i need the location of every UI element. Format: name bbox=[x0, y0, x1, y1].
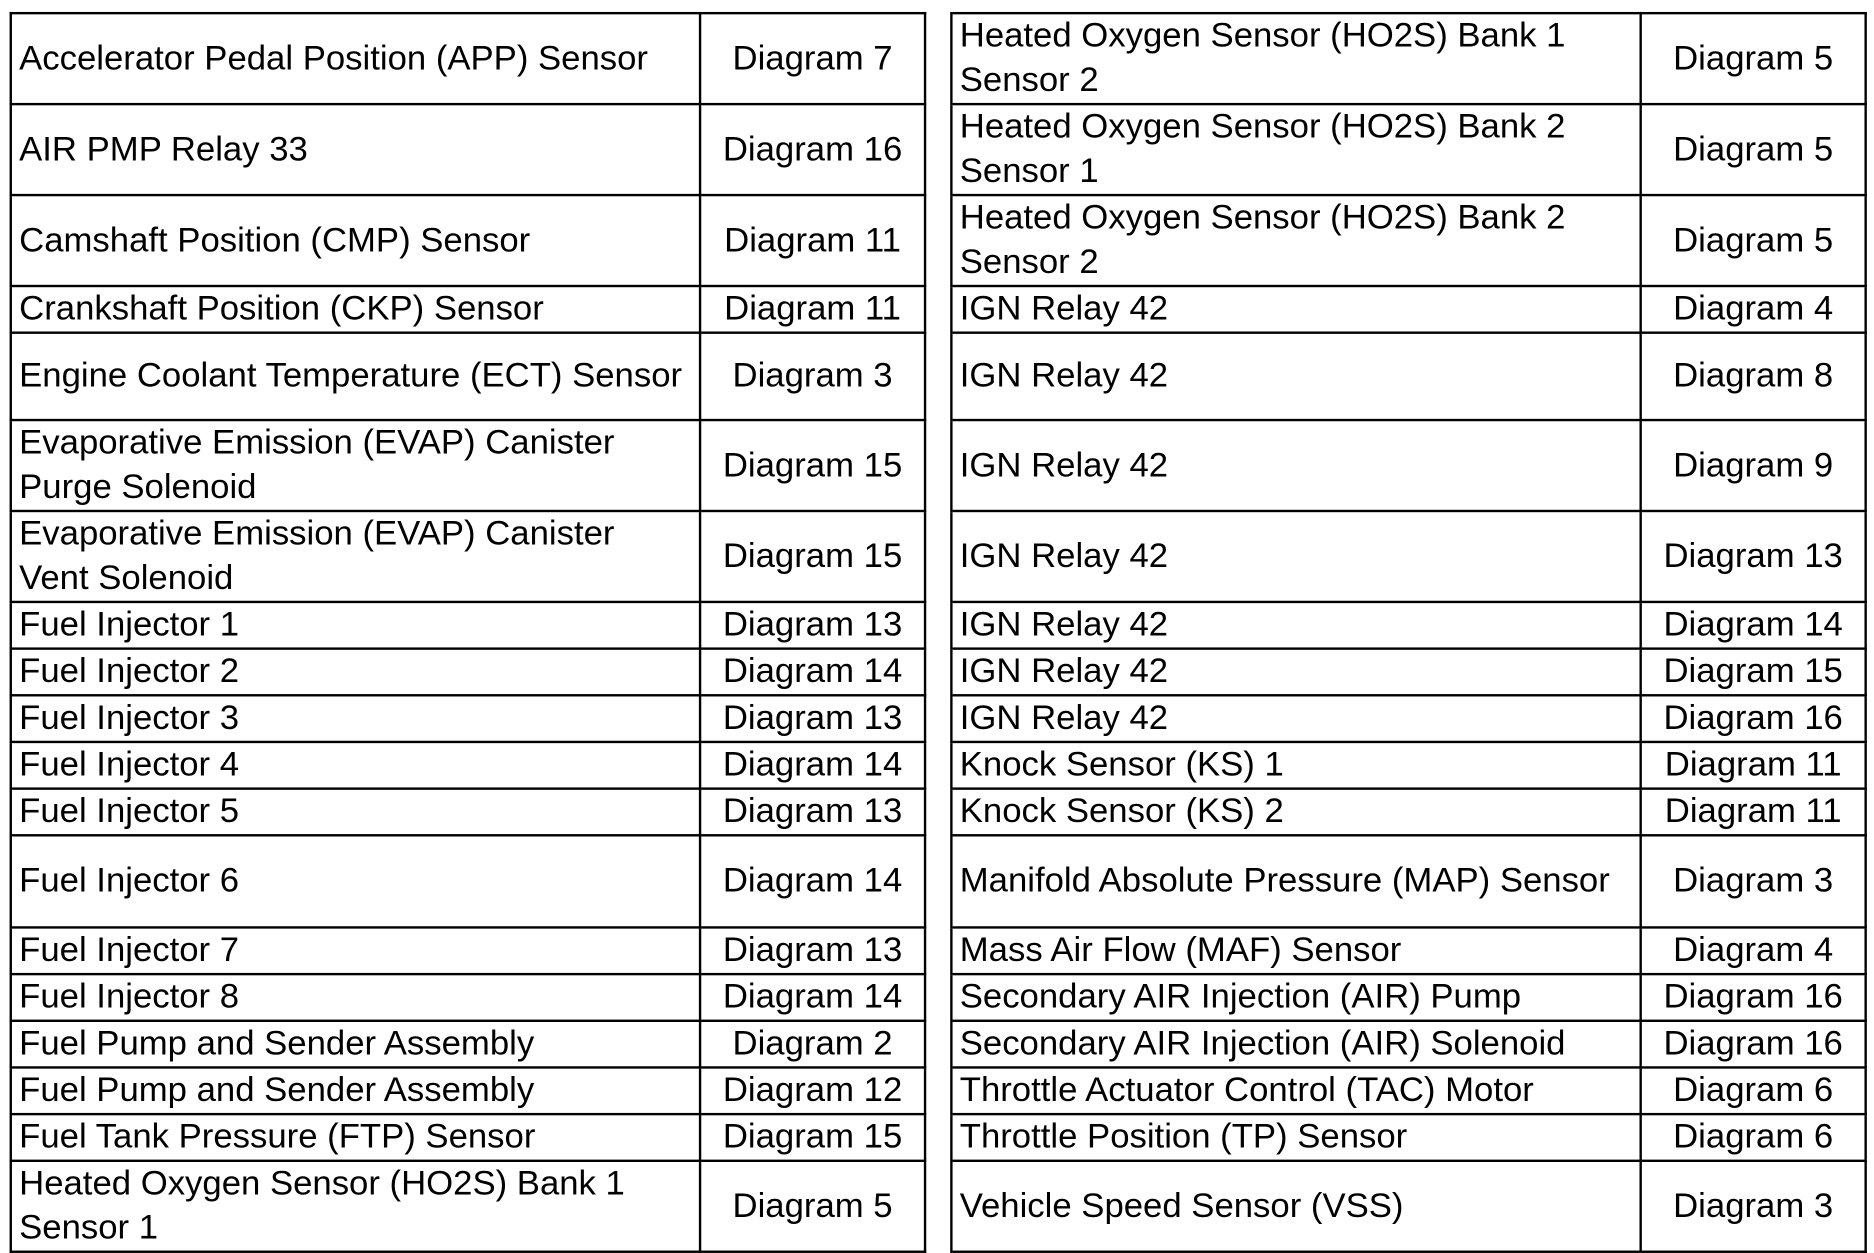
component-name-cell bbox=[951, 742, 1640, 789]
table-row bbox=[11, 104, 1866, 195]
component-name-cell bbox=[951, 104, 1640, 195]
column-divider bbox=[925, 1067, 951, 1114]
diagram-ref-cell bbox=[700, 602, 925, 649]
diagram-ref-cell bbox=[700, 195, 925, 286]
diagram-ref-cell bbox=[700, 974, 925, 1021]
table-row bbox=[11, 695, 1866, 742]
component-name: Throttle Actuator Control (TAC) Motor bbox=[959, 1071, 1534, 1110]
diagram-ref-cell bbox=[700, 927, 925, 974]
diagram-ref: Diagram 13 bbox=[1663, 536, 1843, 576]
column-divider bbox=[925, 602, 951, 649]
diagram-ref-cell bbox=[700, 420, 925, 511]
diagram-ref: Diagram 13 bbox=[722, 698, 903, 738]
component-name: Fuel Injector 3 bbox=[19, 698, 240, 738]
diagram-ref: Diagram 15 bbox=[722, 445, 903, 485]
column-divider bbox=[925, 1021, 951, 1068]
component-name-cell bbox=[11, 286, 700, 333]
table-row bbox=[11, 974, 1866, 1021]
component-name: Accelerator Pedal Position (APP) Sensor bbox=[19, 38, 648, 78]
table-row bbox=[11, 13, 1866, 104]
component-name: Throttle Position (TP) Sensor bbox=[959, 1117, 1408, 1157]
table-row bbox=[11, 789, 1866, 836]
table-row bbox=[11, 1161, 1866, 1252]
diagram-ref-cell bbox=[700, 13, 925, 104]
column-divider bbox=[925, 333, 951, 420]
diagram-ref: Diagram 3 bbox=[732, 356, 893, 395]
diagram-ref-cell bbox=[1641, 13, 1866, 104]
table-row bbox=[11, 742, 1866, 789]
diagram-ref-cell bbox=[1641, 1114, 1866, 1161]
diagram-ref: Diagram 6 bbox=[1673, 1071, 1834, 1110]
component-name-cell bbox=[951, 974, 1640, 1021]
diagram-ref-cell bbox=[700, 835, 925, 927]
diagram-ref: Diagram 11 bbox=[1664, 745, 1842, 784]
table-row bbox=[11, 927, 1866, 974]
diagram-ref: Diagram 5 bbox=[1673, 129, 1834, 169]
component-name-cell bbox=[11, 1161, 700, 1252]
diagram-ref: Diagram 8 bbox=[1673, 356, 1834, 395]
table-body bbox=[11, 13, 1866, 1252]
diagram-ref-cell bbox=[1641, 420, 1866, 511]
table-row bbox=[11, 602, 1866, 649]
component-name: Crankshaft Position (CKP) Sensor bbox=[19, 289, 544, 328]
component-name-cell bbox=[11, 974, 700, 1021]
component-name-cell bbox=[951, 1161, 1640, 1252]
column-divider bbox=[925, 286, 951, 333]
component-name-cell bbox=[951, 927, 1640, 974]
component-name-cell bbox=[951, 333, 1640, 420]
diagram-ref: Diagram 5 bbox=[1673, 38, 1834, 78]
component-name: Knock Sensor (KS) 2 bbox=[959, 792, 1284, 831]
component-name-cell bbox=[951, 13, 1640, 104]
diagram-ref-cell bbox=[1641, 789, 1866, 836]
diagram-ref: Diagram 14 bbox=[1663, 605, 1843, 644]
component-name-cell bbox=[951, 602, 1640, 649]
component-name: IGN Relay 42 bbox=[959, 289, 1169, 328]
diagram-ref: Diagram 16 bbox=[722, 129, 903, 169]
component-name: Knock Sensor (KS) 1 bbox=[959, 745, 1284, 784]
diagram-ref-cell bbox=[700, 333, 925, 420]
diagram-ref: Diagram 4 bbox=[1673, 931, 1834, 970]
diagram-ref: Diagram 15 bbox=[722, 536, 903, 576]
diagram-ref: Diagram 3 bbox=[1673, 861, 1834, 900]
diagram-ref-cell bbox=[1641, 1067, 1866, 1114]
component-name: Vehicle Speed Sensor (VSS) bbox=[959, 1186, 1404, 1225]
diagram-ref: Diagram 11 bbox=[724, 289, 901, 328]
diagram-ref: Diagram 3 bbox=[1673, 1186, 1834, 1225]
component-name-cell bbox=[11, 1067, 700, 1114]
component-name: Evaporative Emission (EVAP) Canister Purge Solenoid bbox=[19, 423, 615, 507]
component-name-cell bbox=[11, 104, 700, 195]
diagram-ref-cell bbox=[700, 511, 925, 602]
table-row bbox=[11, 511, 1866, 602]
component-name: Heated Oxygen Sensor (HO2S) Bank 1 Sensor 2 bbox=[959, 16, 1566, 100]
component-name: Evaporative Emission (EVAP) Canister Vent Solenoid bbox=[19, 514, 615, 598]
table-row bbox=[11, 1067, 1866, 1114]
diagram-ref-cell bbox=[1641, 835, 1866, 927]
component-name: IGN Relay 42 bbox=[959, 698, 1169, 738]
diagram-ref-cell bbox=[700, 649, 925, 696]
component-name: Secondary AIR Injection (AIR) Pump bbox=[959, 977, 1522, 1016]
diagram-ref-cell bbox=[700, 1161, 925, 1252]
component-name-cell bbox=[11, 511, 700, 602]
component-name: Fuel Injector 8 bbox=[19, 977, 240, 1016]
component-name-cell bbox=[11, 742, 700, 789]
component-name-cell bbox=[11, 13, 700, 104]
diagram-ref: Diagram 14 bbox=[722, 861, 903, 900]
diagram-ref-cell bbox=[700, 695, 925, 742]
component-name-cell bbox=[951, 286, 1640, 333]
column-divider bbox=[925, 1161, 951, 1252]
component-name-cell bbox=[11, 1021, 700, 1068]
diagram-ref-cell bbox=[700, 104, 925, 195]
diagram-ref-cell bbox=[700, 1067, 925, 1114]
column-divider bbox=[925, 835, 951, 927]
column-divider bbox=[925, 927, 951, 974]
component-name: IGN Relay 42 bbox=[959, 536, 1169, 576]
diagram-ref: Diagram 16 bbox=[1663, 1024, 1843, 1063]
diagram-ref: Diagram 14 bbox=[722, 977, 903, 1016]
diagram-ref-cell bbox=[1641, 649, 1866, 696]
component-name: IGN Relay 42 bbox=[959, 356, 1169, 395]
diagram-ref: Diagram 7 bbox=[732, 38, 893, 78]
component-name: Fuel Injector 5 bbox=[19, 792, 240, 831]
diagram-ref: Diagram 11 bbox=[724, 220, 901, 260]
column-divider bbox=[925, 195, 951, 286]
component-name: Secondary AIR Injection (AIR) Solenoid bbox=[959, 1024, 1566, 1063]
component-name-cell bbox=[951, 1067, 1640, 1114]
component-name: AIR PMP Relay 33 bbox=[19, 129, 308, 169]
diagram-ref: Diagram 11 bbox=[1664, 792, 1842, 831]
table-row bbox=[11, 649, 1866, 696]
component-name-cell bbox=[951, 649, 1640, 696]
component-name-cell bbox=[951, 1021, 1640, 1068]
component-name: IGN Relay 42 bbox=[959, 605, 1169, 644]
diagram-ref: Diagram 13 bbox=[722, 792, 903, 831]
diagram-ref: Diagram 15 bbox=[722, 1117, 903, 1157]
table-row bbox=[11, 333, 1866, 420]
component-name-cell bbox=[11, 602, 700, 649]
table-row bbox=[11, 1021, 1866, 1068]
diagram-ref: Diagram 5 bbox=[732, 1186, 893, 1225]
component-name: Heated Oxygen Sensor (HO2S) Bank 1 Sensor 1 bbox=[19, 1164, 625, 1247]
component-name: Fuel Injector 4 bbox=[19, 745, 240, 784]
component-name: Camshaft Position (CMP) Sensor bbox=[19, 220, 531, 260]
diagram-ref-cell bbox=[700, 742, 925, 789]
diagram-ref: Diagram 9 bbox=[1673, 445, 1834, 485]
component-name-cell bbox=[951, 511, 1640, 602]
diagram-ref-cell bbox=[1641, 742, 1866, 789]
diagram-ref: Diagram 4 bbox=[1673, 289, 1834, 328]
component-name-cell bbox=[951, 420, 1640, 511]
component-name: Fuel Injector 6 bbox=[19, 861, 240, 900]
column-divider bbox=[925, 511, 951, 602]
component-name: IGN Relay 42 bbox=[959, 652, 1169, 691]
component-name-cell bbox=[951, 695, 1640, 742]
component-name: Mass Air Flow (MAF) Sensor bbox=[959, 931, 1402, 970]
column-divider bbox=[925, 742, 951, 789]
diagram-ref-cell bbox=[1641, 104, 1866, 195]
diagram-ref-cell bbox=[1641, 602, 1866, 649]
table-row bbox=[11, 195, 1866, 286]
component-name-cell bbox=[951, 789, 1640, 836]
component-name: Manifold Absolute Pressure (MAP) Sensor bbox=[959, 861, 1610, 900]
component-name: IGN Relay 42 bbox=[959, 445, 1169, 485]
diagram-ref-cell bbox=[1641, 195, 1866, 286]
component-name: Fuel Pump and Sender Assembly bbox=[19, 1071, 535, 1110]
diagram-ref: Diagram 6 bbox=[1673, 1117, 1834, 1157]
diagram-ref-cell bbox=[1641, 695, 1866, 742]
component-name: Fuel Pump and Sender Assembly bbox=[19, 1024, 535, 1063]
diagram-ref: Diagram 13 bbox=[722, 605, 903, 644]
component-name-cell bbox=[11, 1114, 700, 1161]
diagram-ref-cell bbox=[700, 286, 925, 333]
component-name-cell bbox=[11, 195, 700, 286]
diagram-ref: Diagram 13 bbox=[722, 931, 903, 970]
component-name-cell bbox=[11, 695, 700, 742]
component-name-cell bbox=[11, 927, 700, 974]
component-name: Fuel Injector 1 bbox=[19, 605, 240, 644]
column-divider bbox=[925, 789, 951, 836]
column-divider bbox=[925, 649, 951, 696]
component-name: Heated Oxygen Sensor (HO2S) Bank 2 Sensor 1 bbox=[959, 107, 1566, 191]
column-divider bbox=[925, 974, 951, 1021]
table-row bbox=[11, 286, 1866, 333]
diagram-ref-cell bbox=[1641, 1021, 1866, 1068]
component-name: Engine Coolant Temperature (ECT) Sensor bbox=[19, 356, 683, 395]
table-row bbox=[11, 420, 1866, 511]
diagram-ref-cell bbox=[1641, 286, 1866, 333]
component-name: Fuel Injector 7 bbox=[19, 931, 240, 970]
diagram-ref-cell bbox=[700, 1021, 925, 1068]
diagram-ref-cell bbox=[1641, 974, 1866, 1021]
table-row bbox=[11, 835, 1866, 927]
diagram-ref: Diagram 16 bbox=[1663, 698, 1843, 738]
component-name-cell bbox=[11, 789, 700, 836]
column-divider bbox=[925, 104, 951, 195]
component-name-cell bbox=[11, 333, 700, 420]
diagram-ref: Diagram 15 bbox=[1663, 652, 1843, 691]
column-divider bbox=[925, 695, 951, 742]
diagram-ref: Diagram 12 bbox=[722, 1071, 903, 1110]
diagram-ref-cell bbox=[1641, 333, 1866, 420]
component-name: Fuel Tank Pressure (FTP) Sensor bbox=[19, 1117, 536, 1157]
component-name: Fuel Injector 2 bbox=[19, 652, 240, 691]
table-row bbox=[11, 1114, 1866, 1161]
diagram-ref-cell bbox=[1641, 1161, 1866, 1252]
component-name-cell bbox=[11, 420, 700, 511]
component-name-cell bbox=[951, 1114, 1640, 1161]
diagram-ref-cell bbox=[700, 1114, 925, 1161]
component-name-cell bbox=[11, 835, 700, 927]
diagram-ref: Diagram 5 bbox=[1673, 220, 1834, 260]
diagram-ref-cell bbox=[1641, 511, 1866, 602]
diagram-ref: Diagram 2 bbox=[732, 1024, 893, 1063]
diagram-ref-cell bbox=[1641, 927, 1866, 974]
column-divider bbox=[925, 420, 951, 511]
component-name-cell bbox=[11, 649, 700, 696]
diagram-ref-cell bbox=[700, 789, 925, 836]
component-name: Heated Oxygen Sensor (HO2S) Bank 2 Sensor 2 bbox=[959, 198, 1566, 282]
component-diagram-index-table bbox=[10, 12, 1867, 1253]
column-divider bbox=[925, 13, 951, 104]
diagram-ref: Diagram 14 bbox=[722, 652, 903, 691]
component-name-cell bbox=[951, 195, 1640, 286]
component-name-cell bbox=[951, 835, 1640, 927]
diagram-ref: Diagram 14 bbox=[722, 745, 903, 784]
diagram-ref: Diagram 16 bbox=[1663, 977, 1843, 1016]
column-divider bbox=[925, 1114, 951, 1161]
